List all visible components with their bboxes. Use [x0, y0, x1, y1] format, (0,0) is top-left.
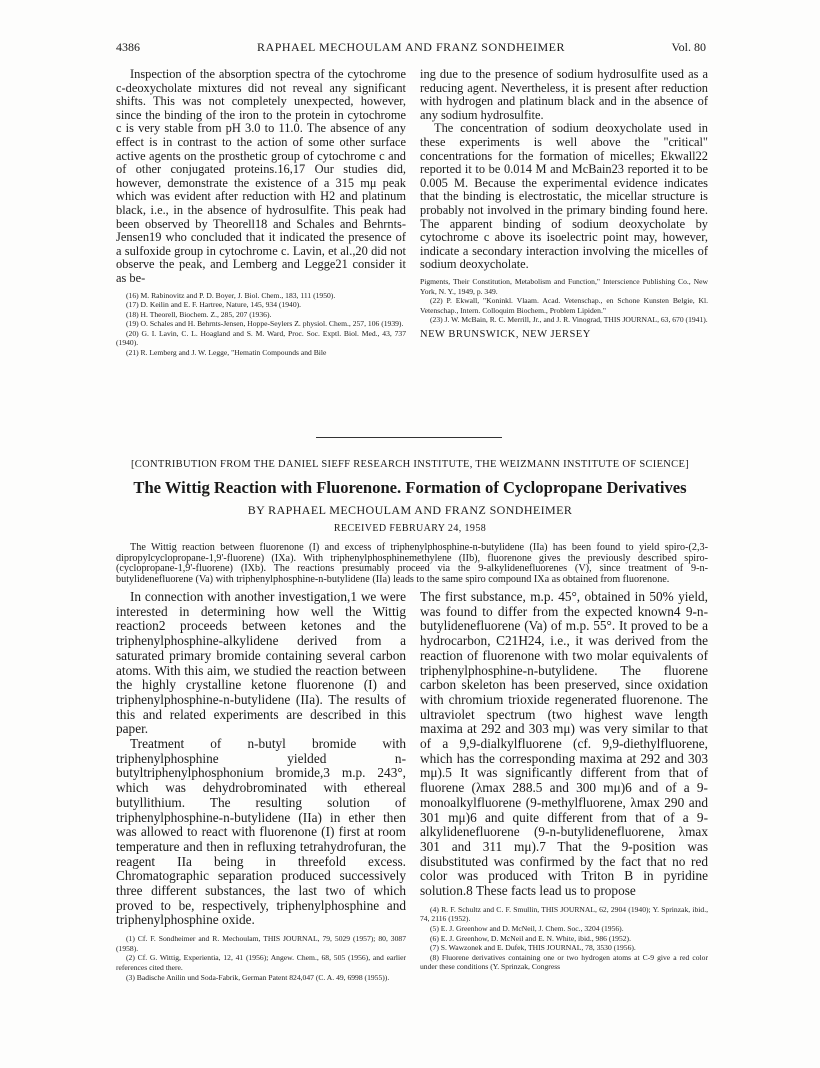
footnotes — [420, 905, 708, 972]
body-paragraph: Inspection of the absorption spectra of the cytochrome c-deoxycholate mixtures did not reveal any significant shifts. This was not completely unexpected, however, since the binding of the iron to the protein in cytochrome c is very stable from pH 3.0 to 11.0. The absence of any effect is in contrast to the action of some other surface active agents on the prosthetic group of cytochrome c and of other conjugated proteins.16,17 Our studies did, however, demonstrate the existence of a 315 mμ peak which was evident after reduction with H2 and platinum black, i.e., in the absence of hydrosulfite. This peak had been observed by Theorell18 and Schales and Behrnts-Jensen19 who concluded that it indicated the presence of a sulfoxide group in cytochrome c. Lavin, et al.,20 did not observe the peak, and Lemberg and Legge21 consider it as be- — [116, 67, 406, 285]
footnote: (19) O. Schales and H. Behrnts-Jensen, Hoppe-Seylers Z. physiol. Chem., 257, 106 (1939). — [126, 319, 404, 329]
footnotes — [116, 934, 406, 982]
footnote: (23) J. W. McBain, R. C. Merrill, Jr., and J. R. Vinograd, THIS JOURNAL, 63, 670 (1941). — [430, 315, 708, 325]
footnote: (5) E. J. Greenhow and D. McNeil, J. Chem. Soc., 3204 (1956). — [430, 923, 624, 933]
bottom-right-column — [420, 590, 708, 972]
abstract: The Wittig reaction between fluorenone (I) and excess of triphenylphosphine-n-butylidene (IIa) has been found to yield spiro-(2,3-dipropylcyclopropane-1,9'-fluorene) (IXa). With triphenylphosphinemethylene (IIb), fluorenone gives the previously described spiro-(cyclopropane-1,9'-fluorene) (IXb). The reactions presumably proceed via the 9-alkylidenefluorenes (V), since treatment of 9-n-butylidenefluorene (Va) with triphenylphosphine-n-butylidene (IIa) leads to the same spiro compound IXa as obtained from fluorenone. — [116, 542, 708, 586]
footnote: (16) M. Rabinovitz and P. D. Boyer, J. Biol. Chem., 183, 111 (1950). — [126, 290, 336, 300]
footnote: (20) G. I. Lavin, C. L. Hoagland and S. M. Ward, Proc. Soc. Exptl. Biol. Med., 43, 737 (1940). — [116, 328, 406, 348]
footnote: (7) S. Wawzonek and E. Dufek, THIS JOURNAL, 78, 3530 (1956). — [430, 943, 636, 953]
footnote: (1) Cf. F. Sondheimer and R. Mechoulam, THIS JOURNAL, 79, 5029 (1957); 80, 3087 (1958). — [116, 934, 406, 953]
footnotes — [116, 291, 406, 358]
body-paragraph: Treatment of n-butyl bromide with triphenylphosphine yielded n-butyltriphenylphosphonium bromide,3 m.p. 243°, which was dehydrobrominated with ethereal butyllithium. The resulting solution of triphenylphosphine-n-butylidene (IIa) in ether then was allowed to react with fluorenone (I) first at room temperature and then in refluxing tetrahydrofuran, the reagent IIa being in threefold excess. Chromatographic separation produced successively three different substances, the last two of which proved to be, respectively, triphenylphosphine and triphenylphosphine oxide. — [116, 736, 406, 928]
footnote: (22) P. Ekwall, "Koninkl. Vlaam. Acad. Vetenschap., en Schone Kunsten Belgie, Kl. Vetenschap., Intern. Colloquim Biochem., Problem Lipiden." — [420, 296, 708, 315]
body-paragraph: The concentration of sodium deoxycholate used in these experiments is well above the "critical" concentrations for the formation of micelles; Ekwall22 reported it to be 0.014 M and McBain23 reported it to be 0.005 M. Because the experimental evidence indicates that the binding is electrostatic, the micellar structure is probably not involved in the primary binding found here. The apparent binding of sodium deoxycholate by cytochrome c above its isoelectric point may, however, indicate a secondary interaction involving the micelles of sodium deoxycholate. — [420, 121, 708, 272]
author-address: NEW BRUNSWICK, NEW JERSEY — [420, 328, 591, 340]
received-date: RECEIVED FEBRUARY 24, 1958 — [333, 523, 487, 534]
author-byline: BY RAPHAEL MECHOULAM AND FRANZ SONDHEIMER — [247, 503, 573, 517]
section-divider — [316, 437, 502, 438]
volume-label: Vol. 80 — [671, 40, 706, 54]
body-paragraph: The first substance, m.p. 45°, obtained in 50% yield, was found to differ from the expected known4 9-n-butylidenefluorene (Va) of m.p. 55°. It proved to be a hydrocarbon, C21H24, i.e., it was derived from the reaction of fluorenone with two molar equivalents of triphenylphosphine-n-butylidene. The fluorene carbon skeleton has been preserved, since oxidation with chromium trioxide regenerated fluorenone. The ultraviolet spectrum (two highest wave length maxima at 292 and 303 mμ) was very similar to that of a 9,9-dialkylfluorene (cf. 9,9-diethylfluorene, which has the corresponding maxima at 292 and 303 mμ).5 It was significantly different from that of fluorene (λmax 288.5 and 300 mμ)6 and of a 9-monoalkylfluorene (9-methylfluorene, λmax 290 and 301 mμ)6 and quite different from that of a 9-alkylidenefluorene (9-n-butylidenefluorene, λmax 301 and 311 mμ).7 That the 9-position was disubstituted was confirmed by the fact that no red color was produced with Triton B in pyridine solution.8 These facts lead us to propose — [420, 589, 708, 899]
top-left-column — [116, 68, 406, 358]
article-title: The Wittig Reaction with Fluorenone. Formation of Cyclopropane Derivatives — [133, 478, 687, 497]
footnote: (3) Badische Anilin und Soda-Fabrik, German Patent 824,047 (C. A. 49, 6998 (1955)). — [126, 972, 390, 982]
running-header — [116, 40, 706, 58]
footnote: (17) D. Keilin and E. F. Hartree, Nature, 145, 934 (1940). — [126, 300, 302, 310]
body-paragraph: ing due to the presence of sodium hydrosulfite used as a reducing agent. Nevertheless, it is present after reduction with hydrogen and platinum black and in the absence of any sodium hydrosulfite. — [420, 67, 708, 122]
body-paragraph: In connection with another investigation,1 we were interested in determining how well the Wittig reaction2 proceeds between ketones and the triphenylphosphine-alkylidene derived from a saturated primary bromide containing several carbon atoms. With this aim, we studied the reaction between the highly crystalline ketone fluorenone (I) and triphenylphosphine-n-butylidene (IIa). The results of this and related experiments are described in this paper. — [116, 589, 406, 737]
footnote: (18) H. Theorell, Biochem. Z., 285, 207 (1936). — [126, 309, 272, 319]
footnote: (6) E. J. Greenhow, D. McNeil and E. N. White, ibid., 986 (1952). — [430, 933, 631, 943]
footnote: (4) R. F. Schultz and C. F. Smullin, THIS JOURNAL, 62, 2904 (1940); Y. Sprinzak, ibid., 74, 2116 (1952). — [420, 904, 708, 924]
bottom-left-column — [116, 590, 406, 982]
footnotes — [420, 277, 708, 325]
footnote: (2) Cf. G. Wittig, Experientia, 12, 41 (1956); Angew. Chem., 68, 505 (1956), and earlier references cited there. — [116, 953, 406, 972]
footnote: (21) R. Lemberg and J. W. Legge, "Hematin Compounds and Bile — [126, 348, 327, 358]
running-title: RAPHAEL MECHOULAM AND FRANZ SONDHEIMER — [257, 40, 565, 54]
footnote: (8) Fluorene derivatives containing one or two hydrogen atoms at C-9 give a red color under these conditions (Y. Sprinzak, Congress — [420, 952, 708, 972]
page-number: 4386 — [116, 40, 140, 54]
top-right-column — [420, 68, 708, 340]
contribution-line: [CONTRIBUTION FROM THE DANIEL SIEFF RESEARCH INSTITUTE, THE WEIZMANN INSTITUTE OF SCIENCE] — [130, 459, 689, 470]
footnote: Pigments, Their Constitution, Metabolism and Function," Interscience Publishing Co., New York, N. Y., 1949, p. 349. — [420, 276, 708, 296]
